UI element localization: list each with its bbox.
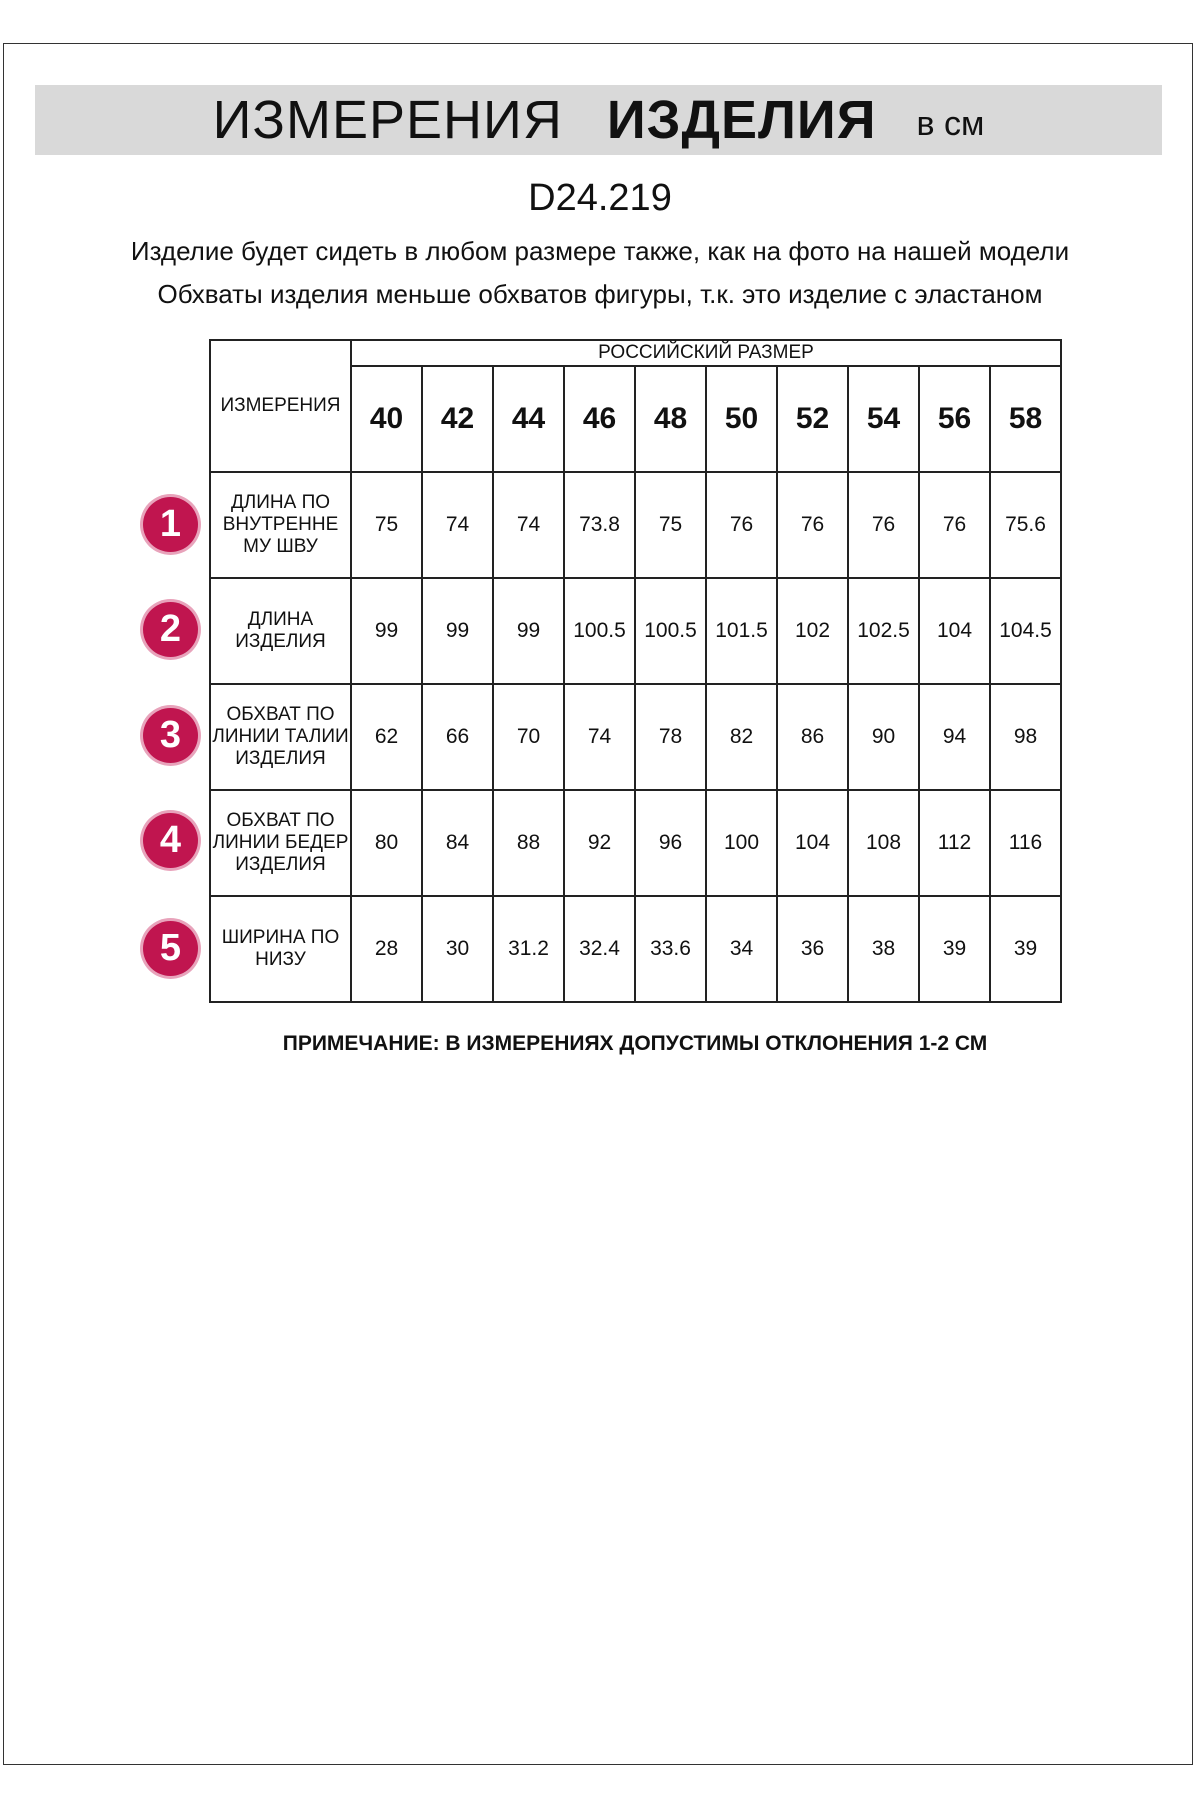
table-row [210, 684, 1061, 790]
table-cell: 86 [777, 684, 848, 790]
table-cell: 66 [422, 684, 493, 790]
size-header: 42 [422, 366, 493, 472]
note-text: ПРИМЕЧАНИЕ: В ИЗМЕРЕНИЯХ ДОПУСТИМЫ ОТКЛОНЕНИЯ 1-2 СМ [282, 1032, 988, 1055]
size-header: 44 [493, 366, 564, 472]
table-cell: 36 [777, 896, 848, 1002]
table-cell: 98 [990, 684, 1061, 790]
table-cell: 90 [848, 684, 919, 790]
row-label: ОБХВАТ ПО ЛИНИИ ТАЛИИ ИЗДЕЛИЯ [210, 684, 351, 790]
table-cell: 62 [351, 684, 422, 790]
table-cell: 39 [990, 896, 1061, 1002]
title-bar [35, 85, 1162, 155]
table-row [210, 472, 1061, 578]
title-unit: в см [916, 104, 985, 143]
table-cell: 74 [564, 684, 635, 790]
table-cell: 70 [493, 684, 564, 790]
row-label: ДЛИНА ПО ВНУТРЕННЕ МУ ШВУ [210, 472, 351, 578]
table-cell: 74 [422, 472, 493, 578]
row-label: ШИРИНА ПО НИЗУ [210, 896, 351, 1002]
table-cell: 100 [706, 790, 777, 896]
table-cell: 76 [919, 472, 990, 578]
size-header: 48 [635, 366, 706, 472]
table-cell: 78 [635, 684, 706, 790]
table-cell: 30 [422, 896, 493, 1002]
measure-header: ИЗМЕРЕНИЯ [210, 340, 351, 472]
table-cell: 99 [422, 578, 493, 684]
table-cell: 76 [777, 472, 848, 578]
table-cell: 73.8 [564, 472, 635, 578]
size-header: 50 [706, 366, 777, 472]
description-line-2: Обхваты изделия меньше обхватов фигуры, т.к. это изделие с эластаном [157, 279, 1043, 309]
table-cell: 104 [777, 790, 848, 896]
table-cell: 94 [919, 684, 990, 790]
table-cell: 76 [706, 472, 777, 578]
table-cell: 101.5 [706, 578, 777, 684]
description-line-1: Изделие будет сидеть в любом размере также, как на фото на нашей модели [130, 236, 1070, 266]
table-cell: 100.5 [635, 578, 706, 684]
table-cell: 28 [351, 896, 422, 1002]
table-cell: 84 [422, 790, 493, 896]
row-label: ОБХВАТ ПО ЛИНИИ БЕДЕР ИЗДЕЛИЯ [210, 790, 351, 896]
table-cell: 102.5 [848, 578, 919, 684]
table-cell: 38 [848, 896, 919, 1002]
row-number-badge: 3 [143, 708, 198, 763]
row-number-badge: 5 [143, 921, 198, 976]
size-system-header: РОССИЙСКИЙ РАЗМЕР [351, 340, 1061, 366]
table-cell: 116 [990, 790, 1061, 896]
row-number-badge: 4 [143, 813, 198, 868]
table-row [210, 896, 1061, 1002]
table-cell: 99 [493, 578, 564, 684]
table-cell: 31.2 [493, 896, 564, 1002]
table-cell: 104.5 [990, 578, 1061, 684]
row-label: ДЛИНА ИЗДЕЛИЯ [210, 578, 351, 684]
table-cell: 104 [919, 578, 990, 684]
table-cell: 102 [777, 578, 848, 684]
size-header: 58 [990, 366, 1061, 472]
table-cell: 75.6 [990, 472, 1061, 578]
table-cell: 99 [351, 578, 422, 684]
table-cell: 39 [919, 896, 990, 1002]
table-cell: 82 [706, 684, 777, 790]
article-number: D24.219 [528, 177, 672, 219]
table-cell: 100.5 [564, 578, 635, 684]
size-header: 40 [351, 366, 422, 472]
table-cell: 33.6 [635, 896, 706, 1002]
table-cell: 112 [919, 790, 990, 896]
table-cell: 74 [493, 472, 564, 578]
table-cell: 32.4 [564, 896, 635, 1002]
table-row [210, 790, 1061, 896]
table-cell: 108 [848, 790, 919, 896]
table-cell: 88 [493, 790, 564, 896]
table-cell: 76 [848, 472, 919, 578]
table-row [210, 578, 1061, 684]
title-bold: ИЗДЕЛИЯ [606, 90, 877, 150]
title-regular: ИЗМЕРЕНИЯ [212, 90, 563, 150]
table-cell: 75 [635, 472, 706, 578]
size-header: 54 [848, 366, 919, 472]
table-cell: 80 [351, 790, 422, 896]
row-number-badge: 2 [143, 602, 198, 657]
row-number-badge: 1 [143, 497, 198, 552]
size-header: 56 [919, 366, 990, 472]
table-cell: 34 [706, 896, 777, 1002]
table-cell: 96 [635, 790, 706, 896]
size-header: 46 [564, 366, 635, 472]
size-table [209, 339, 1062, 1003]
table-cell: 75 [351, 472, 422, 578]
table-cell: 92 [564, 790, 635, 896]
size-header: 52 [777, 366, 848, 472]
